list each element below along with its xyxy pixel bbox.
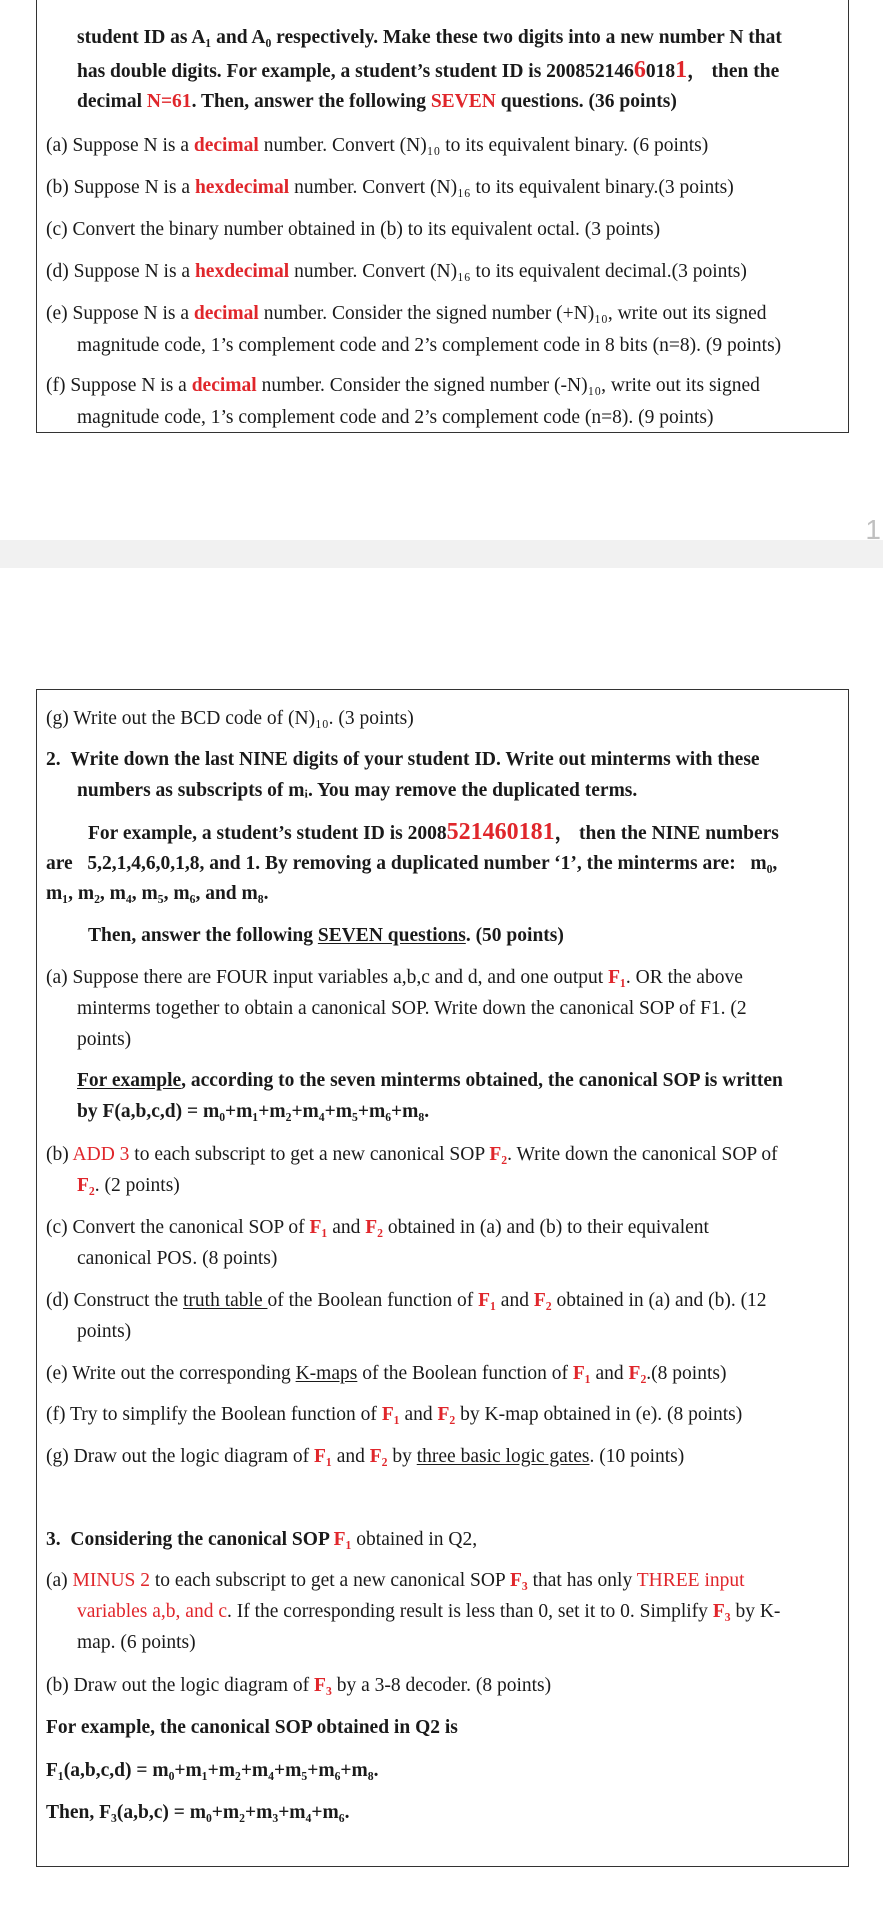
q1-item-c: (c) Convert the binary number obtained in (b) to its equivalent octal. (3 points) bbox=[46, 219, 661, 240]
q2-example-line3: m₁, m₂, m₄, m₅, m₆, and m₈. bbox=[46, 883, 269, 904]
q2-example-sop-line2: by F(a,b,c,d) = m₀+m₁+m₂+m₄+m₅+m₆+m₈. bbox=[77, 1101, 430, 1122]
q2-item-e: (e) Write out the corresponding K-maps of the Boolean function of F₁ and F₂.(8 points) bbox=[46, 1363, 727, 1384]
q2-then-line: Then, answer the following SEVEN questions. (50 points) bbox=[88, 925, 564, 946]
q3-example-f3: Then, F₃(a,b,c) = m₀+m₂+m₃+m₄+m₆. bbox=[46, 1802, 350, 1823]
q3-example-title: For example, the canonical SOP obtained in Q2 is bbox=[46, 1717, 458, 1738]
q3-item-a: (a) MINUS 2 to each subscript to get a new canonical SOP F₃ that has only THREE input bbox=[46, 1570, 745, 1591]
q2-example-line1: For example, a student’s student ID is 2008521460181， then the NINE numbers bbox=[88, 819, 779, 845]
q2-title-line2: numbers as subscripts of mᵢ. You may remove the duplicated terms. bbox=[77, 780, 638, 801]
q2-item-c-line2: canonical POS. (8 points) bbox=[77, 1248, 278, 1269]
q1-item-e-line2: magnitude code, 1’s complement code and 2’s complement code in 8 bits (n=8). (9 points) bbox=[77, 335, 782, 356]
q2-item-d-line2: points) bbox=[77, 1321, 132, 1342]
q1-item-g: (g) Write out the BCD code of (N)₁₀. (3 points) bbox=[46, 708, 414, 729]
q2-title-line1: 2. Write down the last NINE digits of your student ID. Write out minterms with these bbox=[46, 749, 760, 770]
q2-item-c: (c) Convert the canonical SOP of F₁ and F₂ obtained in (a) and (b) to their equivalent bbox=[46, 1217, 709, 1238]
q1-item-a: (a) Suppose N is a decimal number. Convert (N)₁₀ to its equivalent binary. (6 points) bbox=[46, 135, 709, 156]
page-separator bbox=[0, 540, 883, 568]
q2-item-a: (a) Suppose there are FOUR input variables a,b,c and d, and one output F₁. OR the above bbox=[46, 967, 743, 988]
q2-example-line2: are 5,2,1,4,6,0,1,8, and 1. By removing a duplicated number ‘1’, the minterms are: m₀, bbox=[46, 853, 778, 874]
q2-item-a-line3: points) bbox=[77, 1029, 132, 1050]
q3-title: 3. Considering the canonical SOP F₁ obtained in Q2, bbox=[46, 1529, 478, 1550]
q1-intro-line3: decimal N=61. Then, answer the following SEVEN questions. (36 points) bbox=[77, 91, 677, 112]
page-number: 1 bbox=[865, 514, 881, 545]
q1-item-b: (b) Suppose N is a hexdecimal number. Convert (N)₁₆ to its equivalent binary.(3 points) bbox=[46, 177, 734, 198]
q3-item-a-line3: map. (6 points) bbox=[77, 1632, 196, 1653]
q1-item-f: (f) Suppose N is a decimal number. Consider the signed number (-N)₁₀, write out its signed bbox=[46, 375, 760, 396]
q2-item-a-line2: minterms together to obtain a canonical SOP. Write down the canonical SOP of F1. (2 bbox=[77, 998, 747, 1019]
q1-intro-line2: has double digits. For example, a student’s student ID is 20085214660181， then the bbox=[77, 57, 780, 83]
q3-item-a-line2: variables a,b, and c. If the corresponding result is less than 0, set it to 0. Simplify F₃ by K- bbox=[77, 1601, 781, 1622]
q3-item-b: (b) Draw out the logic diagram of F₃ by a 3-8 decoder. (8 points) bbox=[46, 1675, 552, 1696]
q2-item-g: (g) Draw out the logic diagram of F₁ and F₂ by three basic logic gates. (10 points) bbox=[46, 1446, 685, 1467]
q2-item-d: (d) Construct the truth table of the Boolean function of F₁ and F₂ obtained in (a) and (b). (12 bbox=[46, 1290, 767, 1311]
q2-example-sop: For example, according to the seven minterms obtained, the canonical SOP is written bbox=[77, 1070, 783, 1091]
q1-item-d: (d) Suppose N is a hexdecimal number. Convert (N)₁₆ to its equivalent decimal.(3 points) bbox=[46, 261, 747, 282]
q1-item-e: (e) Suppose N is a decimal number. Consider the signed number (+N)₁₀, write out its signed bbox=[46, 303, 767, 324]
q2-item-b-line2: F₂. (2 points) bbox=[77, 1175, 180, 1196]
q2-item-b: (b) ADD 3 to each subscript to get a new canonical SOP F₂. Write down the canonical SOP of bbox=[46, 1144, 778, 1165]
q1-item-f-line2: magnitude code, 1’s complement code and 2’s complement code (n=8). (9 points) bbox=[77, 407, 714, 428]
q1-intro-line1: student ID as A₁ and A₀ respectively. Make these two digits into a new number N that bbox=[77, 27, 782, 48]
q2-item-f: (f) Try to simplify the Boolean function of F₁ and F₂ by K-map obtained in (e). (8 points) bbox=[46, 1404, 743, 1425]
q3-example-f1: F₁(a,b,c,d) = m₀+m₁+m₂+m₄+m₅+m₆+m₈. bbox=[46, 1760, 379, 1781]
